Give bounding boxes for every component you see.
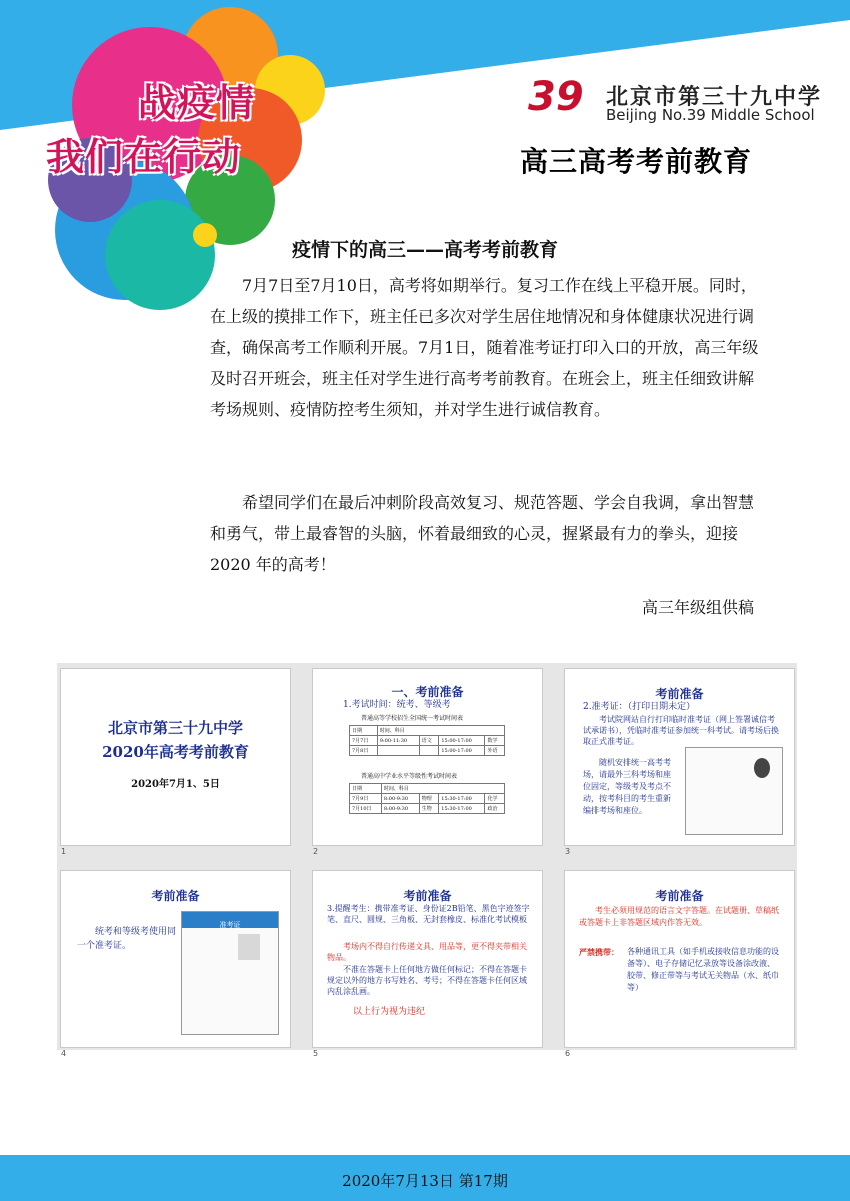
table-cell: 数学 bbox=[485, 736, 505, 746]
slide-6[interactable] bbox=[564, 870, 795, 1048]
article-title: 疫情下的高三——高考考前教育 bbox=[291, 239, 558, 261]
table-cell: 政治 bbox=[485, 804, 505, 814]
slide-6-body-1: 考生必须用规范的语言文字答题。在试题册、草稿纸或答题卡上非答题区域内作答无效。 bbox=[579, 906, 779, 927]
table-cell: 物理 bbox=[419, 794, 439, 804]
slide-1[interactable] bbox=[60, 668, 291, 846]
slide-3-title: 考前准备 bbox=[655, 687, 704, 701]
table-cell: 日期 bbox=[350, 784, 382, 794]
table-cell: 7月10日 bbox=[350, 804, 382, 814]
article-paragraph-2: 希望同学们在最后冲刺阶段高效复习、规范答题、学会自我调，拿出智慧和勇气，带上最睿智的头脑，怀着最细致的心灵，握紧最有力的拳头，迎接 2020 年的高考！ bbox=[210, 493, 755, 574]
footer-issue-date: 2020年7月13日 第17期 bbox=[342, 1172, 508, 1190]
slide-2-table1-caption: 普通高等学校招生全国统一考试时间表 bbox=[361, 715, 464, 722]
article-paragraph-1: 7月7日至7月10日，高考将如期举行。复习工作在线上平稳开展。同时，在上级的摸排工作下，班主任已多次对学生居住地情况和身体健康状况进行调查，确保高考工作顺利开展。7月1日，随着准考证打印入口的开放，高三年级及时召开班会，班主任对学生进行高考考前教育。在班会上，班主任细致讲解考场规则、疫情防控考生须知，并对学生进行诚信教育。 bbox=[210, 276, 759, 419]
admission-ticket-image bbox=[685, 747, 783, 835]
slide-5-body-3: 不准在答题卡上任何地方做任何标记；不得在答题卡规定以外的地方书写姓名、考号；不得在答题卡任何区域内乱涂乱画。 bbox=[327, 965, 527, 996]
table-cell: 时间、科目 bbox=[381, 784, 504, 794]
school-name-en: Beijing No.39 Middle School bbox=[606, 106, 815, 124]
table-cell: 7月7日 bbox=[350, 736, 378, 746]
slide-5-body-2: 考场内不得自行传递文具、用品等，更不得夹带相关物品。 bbox=[327, 942, 527, 962]
table-cell: 9:00-11:30 bbox=[377, 736, 419, 746]
table-cell: 时间、科目 bbox=[377, 726, 504, 736]
table-cell: 化学 bbox=[485, 794, 505, 804]
slide-number: 6 bbox=[565, 1049, 571, 1058]
slide-6-title: 考前准备 bbox=[655, 889, 704, 903]
table-cell: 语文 bbox=[419, 736, 439, 746]
table-cell: 15:30-17:00 bbox=[439, 794, 485, 804]
exam-schedule-table-1 bbox=[349, 725, 505, 756]
slide-6-body-2: 各种通讯工具（如手机或接收信息功能的设备等）、电子存储记忆录放等设备涂改液、胶带、修正带等与考试无关物品（水、纸巾等） bbox=[627, 947, 779, 992]
table-cell: 外语 bbox=[485, 746, 505, 756]
slide-5-body-4: 以上行为视为违纪 bbox=[353, 1007, 426, 1017]
table-cell: 7月9日 bbox=[350, 794, 382, 804]
slide-6-label: 严禁携带： bbox=[579, 947, 619, 957]
table-cell: 日期 bbox=[350, 726, 378, 736]
ticket-header: 准考证 bbox=[182, 912, 278, 928]
school-name-cn: 北京市第三十九中学 bbox=[606, 85, 823, 110]
slide-2-subtitle: 1.考试时间：统考、等级考 bbox=[343, 700, 451, 710]
slide-5-title: 考前准备 bbox=[403, 889, 452, 903]
slide-number: 2 bbox=[313, 847, 319, 856]
slide-5-body-1: 3.提醒考生：携带准考证、身份证2B铅笔、黑色字迹签字笔、直尺、圆规、三角板、无封套橡皮、标准化考试模板 bbox=[327, 904, 530, 924]
avatar bbox=[238, 934, 260, 960]
table-cell: 15:00-17:00 bbox=[439, 746, 485, 756]
table-cell: 8:00-9:30 bbox=[381, 794, 419, 804]
slide-5[interactable] bbox=[312, 870, 543, 1048]
table-cell: 15:30-17:00 bbox=[439, 804, 485, 814]
slogan-line-1: 战疫情 bbox=[138, 81, 256, 125]
exam-schedule-table-2 bbox=[349, 783, 505, 814]
school-logo: 39 bbox=[528, 74, 584, 120]
slide-3-subtitle: 2.准考证：（打印日期未定） bbox=[583, 702, 696, 712]
slide-number: 4 bbox=[61, 1049, 67, 1058]
slide-1-title: 2020年高考考前教育 bbox=[102, 743, 249, 761]
table-cell: 15:00-17:00 bbox=[439, 736, 485, 746]
slide-2-table2-caption: 普通高中学业水平等级性考试时间表 bbox=[361, 773, 458, 780]
slide-number: 5 bbox=[313, 1049, 319, 1058]
slide-2[interactable] bbox=[312, 668, 543, 846]
slide-3-body-1: 考试院网站自行打印临时准考证（网上签署诚信考试承诺书），凭临时准考证参加统一科考试。请考场后换取正式准考证。 bbox=[583, 715, 779, 746]
slide-4-body: 统考和等级考使用同一个准考证。 bbox=[77, 927, 177, 951]
admission-ticket-image bbox=[181, 911, 279, 1035]
slide-3-body-2: 随机安排统一高考考场，请最外三科考场和座位固定，等级考及考点不动，按考科目的考生重新编排考场和座位。 bbox=[583, 758, 671, 815]
slide-4-title: 考前准备 bbox=[151, 889, 200, 903]
slide-4[interactable] bbox=[60, 870, 291, 1048]
slides-panel bbox=[57, 663, 797, 1058]
slide-1-school: 北京市第三十九中学 bbox=[107, 719, 243, 737]
article-signature: 高三年级组供稿 bbox=[641, 598, 754, 617]
avatar bbox=[754, 758, 770, 778]
slogan-line-2: 我们在行动 bbox=[46, 135, 242, 179]
slide-1-date: 2020年7月1、5日 bbox=[131, 779, 220, 790]
slide-2-title: 一、考前准备 bbox=[391, 685, 464, 699]
table-cell: 8:00-9:30 bbox=[381, 804, 419, 814]
slide-number: 1 bbox=[61, 847, 67, 856]
page-title: 高三高考考前教育 bbox=[520, 145, 753, 178]
slide-3[interactable] bbox=[564, 668, 795, 846]
slide-number: 3 bbox=[565, 847, 571, 856]
table-cell: 生物 bbox=[419, 804, 439, 814]
table-cell: 7月8日 bbox=[350, 746, 378, 756]
